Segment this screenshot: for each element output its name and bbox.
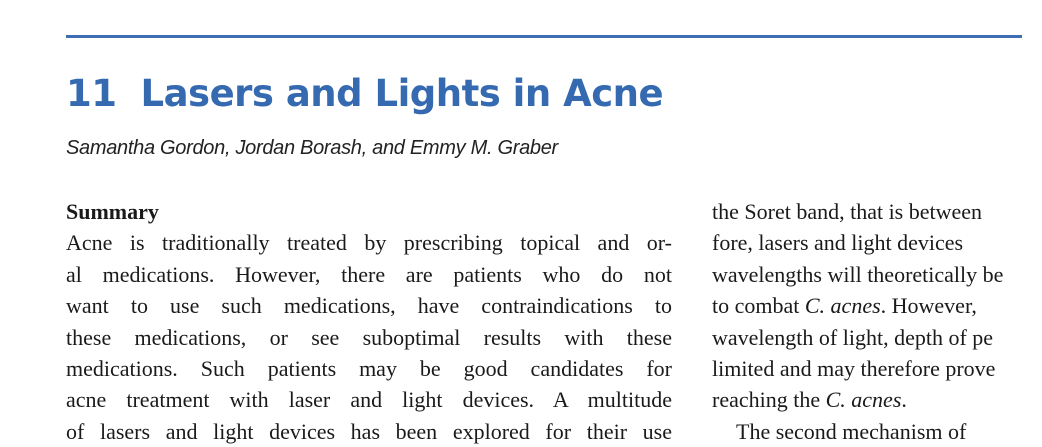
summary-line: Acne is traditionally treated by prescribing topical and or- <box>66 230 672 256</box>
chapter-title <box>66 66 663 122</box>
body-line: wavelength of light, depth of pe <box>712 324 994 350</box>
summary-heading: Summary <box>66 199 159 224</box>
body-line: fore, lasers and light devices <box>712 230 964 256</box>
summary-line: these medications, or see suboptimal results with these <box>66 324 672 350</box>
summary-column <box>66 196 672 444</box>
chapter-number: 11 <box>66 72 117 115</box>
body-line: limited and may therefore prove <box>712 356 996 382</box>
summary-line: acne treatment with laser and light devices. A multitude <box>66 387 672 413</box>
summary-line: medications. Such patients may be good candidates for <box>66 356 672 382</box>
summary-line: of lasers and light devices has been explored for their use <box>66 418 672 444</box>
summary-line: al medications. However, there are patients who do not <box>66 261 672 287</box>
body-line: The second mechanism of <box>736 418 967 444</box>
species-name: C. acnes <box>804 293 881 319</box>
chapter-title-text: Lasers and Lights in Acne <box>140 72 664 115</box>
body-line: to combat C. acnes. However, <box>712 293 977 319</box>
summary-line: want to use such medications, have contraindications to <box>66 293 672 319</box>
body-line: reaching the C. acnes. <box>712 387 907 413</box>
header-rule <box>66 35 1022 38</box>
right-column <box>712 196 1042 444</box>
body-line: wavelengths will theoretically be <box>712 261 1004 287</box>
species-name: C. acnes <box>825 387 902 413</box>
chapter-authors: Samantha Gordon, Jordan Borash, and Emmy M. Graber <box>66 137 558 159</box>
body-line: the Soret band, that is between <box>712 199 983 224</box>
